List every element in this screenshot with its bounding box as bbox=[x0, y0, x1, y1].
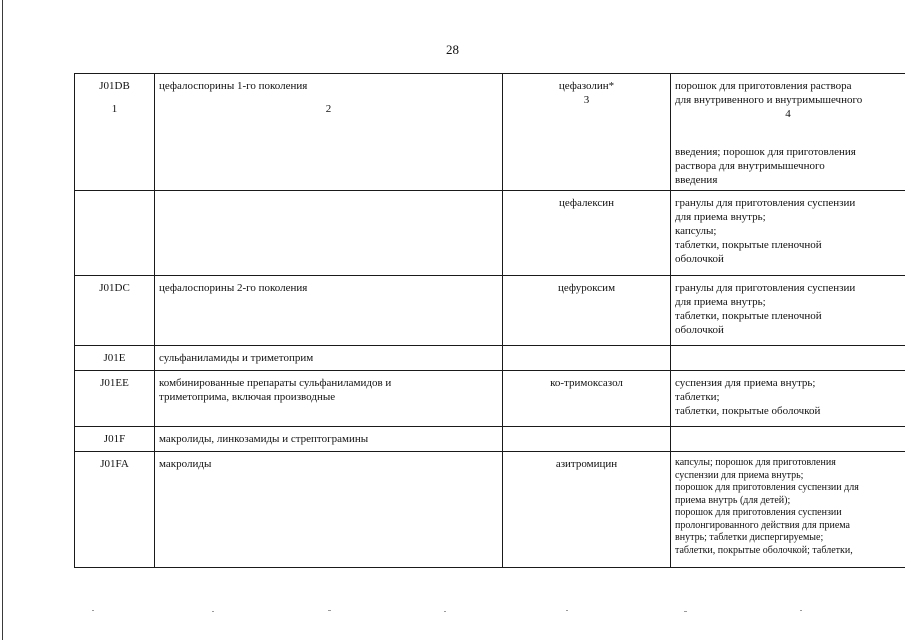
dosage-form-line: приема внутрь (для детей); bbox=[675, 494, 791, 506]
drug-name-cell bbox=[503, 276, 671, 346]
dosage-form-cell bbox=[671, 276, 905, 346]
drug-name-cell bbox=[503, 452, 671, 568]
medicine-table bbox=[74, 73, 905, 568]
drug-name-cell bbox=[503, 191, 671, 276]
dosage-form-cell bbox=[671, 427, 905, 452]
atc-code-cell bbox=[75, 191, 155, 276]
column-number-3: 3 bbox=[583, 94, 590, 106]
group-name-cell bbox=[155, 452, 503, 568]
drug-name-cell bbox=[503, 427, 671, 452]
atc-code-cell bbox=[75, 346, 155, 371]
dosage-form-line: введения; порошок для приготовления bbox=[675, 146, 856, 158]
dosage-form-line: суспензия для приема внутрь; bbox=[675, 377, 816, 389]
dosage-form-line: таблетки, покрытые пленочной bbox=[675, 239, 822, 251]
group-name-cell bbox=[155, 191, 503, 276]
drug-name: цефазолин* bbox=[558, 80, 615, 92]
scan-edge-line bbox=[2, 0, 3, 640]
dosage-form-line: оболочкой bbox=[675, 253, 724, 265]
group-name-cell bbox=[155, 346, 503, 371]
dosage-form-line: гранулы для приготовления суспензии bbox=[675, 282, 856, 294]
atc-code-cell bbox=[75, 427, 155, 452]
table-row bbox=[75, 74, 905, 191]
group-name: цефалоспорины 2-го поколения bbox=[159, 282, 308, 294]
atc-code-cell bbox=[75, 276, 155, 346]
dosage-form-line: капсулы; bbox=[675, 225, 717, 237]
drug-name-cell bbox=[503, 346, 671, 371]
group-name: макролиды, линкозамиды и стрептограмины bbox=[159, 433, 369, 445]
dosage-form-line: внутрь; таблетки диспергируемые; bbox=[675, 532, 824, 543]
table-row bbox=[75, 427, 905, 452]
group-name-line: триметоприма, включая производные bbox=[159, 391, 336, 403]
dosage-form-line: таблетки, покрытые оболочкой bbox=[675, 405, 821, 417]
dosage-form-line: таблетки, покрытые пленочной bbox=[675, 310, 822, 322]
dosage-form-cell bbox=[671, 371, 905, 427]
atc-code: J01FA bbox=[100, 458, 129, 470]
group-name-cell bbox=[155, 371, 503, 427]
group-name-cell bbox=[155, 74, 503, 191]
dosage-form-line: для приема внутрь; bbox=[675, 211, 766, 223]
group-name-cell bbox=[155, 276, 503, 346]
group-name: цефалоспорины 1-го поколения bbox=[159, 80, 308, 92]
table-row bbox=[75, 452, 905, 568]
dosage-form-line: введения bbox=[675, 174, 718, 186]
drug-name-cell bbox=[503, 371, 671, 427]
drug-name: азитромицин bbox=[555, 458, 618, 470]
column-number-4: 4 bbox=[785, 108, 791, 120]
dosage-form-line: пролонгированного действия для приема bbox=[675, 519, 850, 531]
drug-name: цефуроксим bbox=[557, 282, 616, 294]
dosage-form-line: для внутривенного и внутримышечного bbox=[675, 94, 863, 106]
dosage-form-line: раствора для внутримышечного bbox=[675, 160, 825, 172]
drug-name: цефалексин bbox=[558, 197, 615, 209]
dosage-form-line: порошок для приготовления суспензии для bbox=[675, 482, 859, 493]
atc-code: J01F bbox=[103, 433, 126, 445]
page-number: 28 bbox=[446, 42, 459, 57]
group-name-line: комбинированные препараты сульфаниламидов и bbox=[159, 377, 392, 389]
drug-name-cell bbox=[503, 74, 671, 191]
dosage-form-line: оболочкой bbox=[675, 324, 724, 336]
dosage-form-cell bbox=[671, 74, 905, 191]
atc-code: J01DB bbox=[99, 80, 130, 92]
dosage-form-line: гранулы для приготовления суспензии bbox=[675, 197, 856, 209]
atc-code: J01EE bbox=[100, 377, 129, 389]
atc-code-cell bbox=[75, 371, 155, 427]
atc-code: J01DC bbox=[99, 282, 130, 294]
dosage-form-line: капсулы; порошок для приготовления bbox=[675, 457, 836, 468]
scan-noise-dots bbox=[0, 606, 905, 626]
dosage-form-cell bbox=[671, 191, 905, 276]
table-row bbox=[75, 276, 905, 346]
dosage-form-line: суспензии для приема внутрь; bbox=[675, 469, 804, 481]
column-number-1: 1 bbox=[111, 103, 118, 115]
dosage-form-line: порошок для приготовления раствора bbox=[675, 80, 852, 92]
atc-code-cell bbox=[75, 74, 155, 191]
table-row bbox=[75, 346, 905, 371]
drug-name: ко-тримоксазол bbox=[550, 377, 623, 389]
dosage-form-line: для приема внутрь; bbox=[675, 296, 766, 308]
group-name: сульфаниламиды и триметоприм bbox=[159, 352, 314, 364]
dosage-form-line: порошок для приготовления суспензии bbox=[675, 507, 842, 518]
dosage-form-cell bbox=[671, 346, 905, 371]
dosage-form-cell bbox=[671, 452, 905, 568]
table-row bbox=[75, 371, 905, 427]
dosage-form-line: таблетки, покрытые оболочкой; таблетки, bbox=[675, 544, 853, 556]
dosage-form-line: таблетки; bbox=[675, 391, 720, 403]
group-name-cell bbox=[155, 427, 503, 452]
atc-code-cell bbox=[75, 452, 155, 568]
atc-code: J01E bbox=[103, 352, 126, 364]
table-row bbox=[75, 191, 905, 276]
column-number-2: 2 bbox=[325, 103, 332, 115]
group-name: макролиды bbox=[159, 458, 212, 470]
